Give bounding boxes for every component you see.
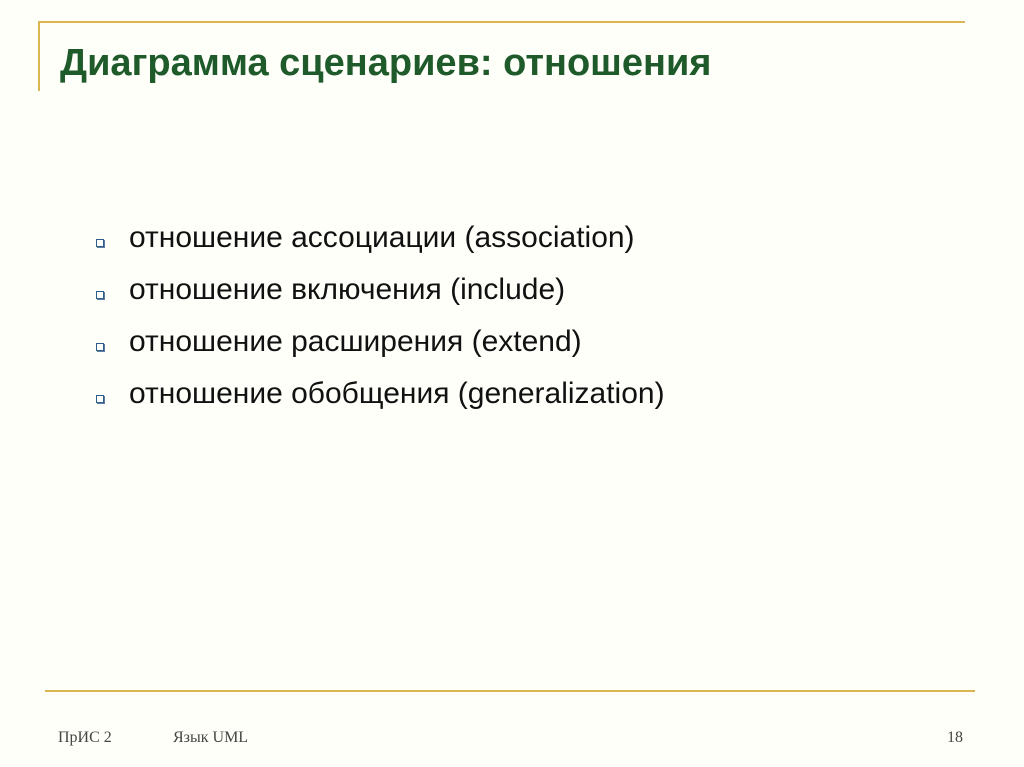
bullet-text: отношение расширения (extend): [129, 325, 582, 358]
bullet-item: [96, 316, 665, 368]
page-number: 18: [947, 729, 963, 746]
bullet-list: [96, 212, 665, 420]
left-rule: [38, 21, 40, 91]
bullet-item: [96, 264, 665, 316]
square-bullet-icon: [96, 395, 104, 403]
bullet-text: отношение обобщения (generalization): [129, 377, 665, 410]
square-bullet-icon: [96, 239, 104, 247]
bullet-item: [96, 212, 665, 264]
square-bullet-icon: [96, 343, 104, 351]
slide-title: Диаграмма сценариев: отношения: [60, 42, 712, 84]
footer-course: ПрИС 2: [58, 729, 112, 746]
top-rule: [38, 21, 965, 23]
bullet-text: отношение включения (include): [129, 273, 566, 306]
bullet-text: отношение ассоциации (association): [129, 221, 635, 254]
bottom-rule: [45, 690, 975, 692]
square-bullet-icon: [96, 291, 104, 299]
bullet-item: [96, 368, 665, 420]
footer-topic: Язык UML: [173, 729, 249, 746]
